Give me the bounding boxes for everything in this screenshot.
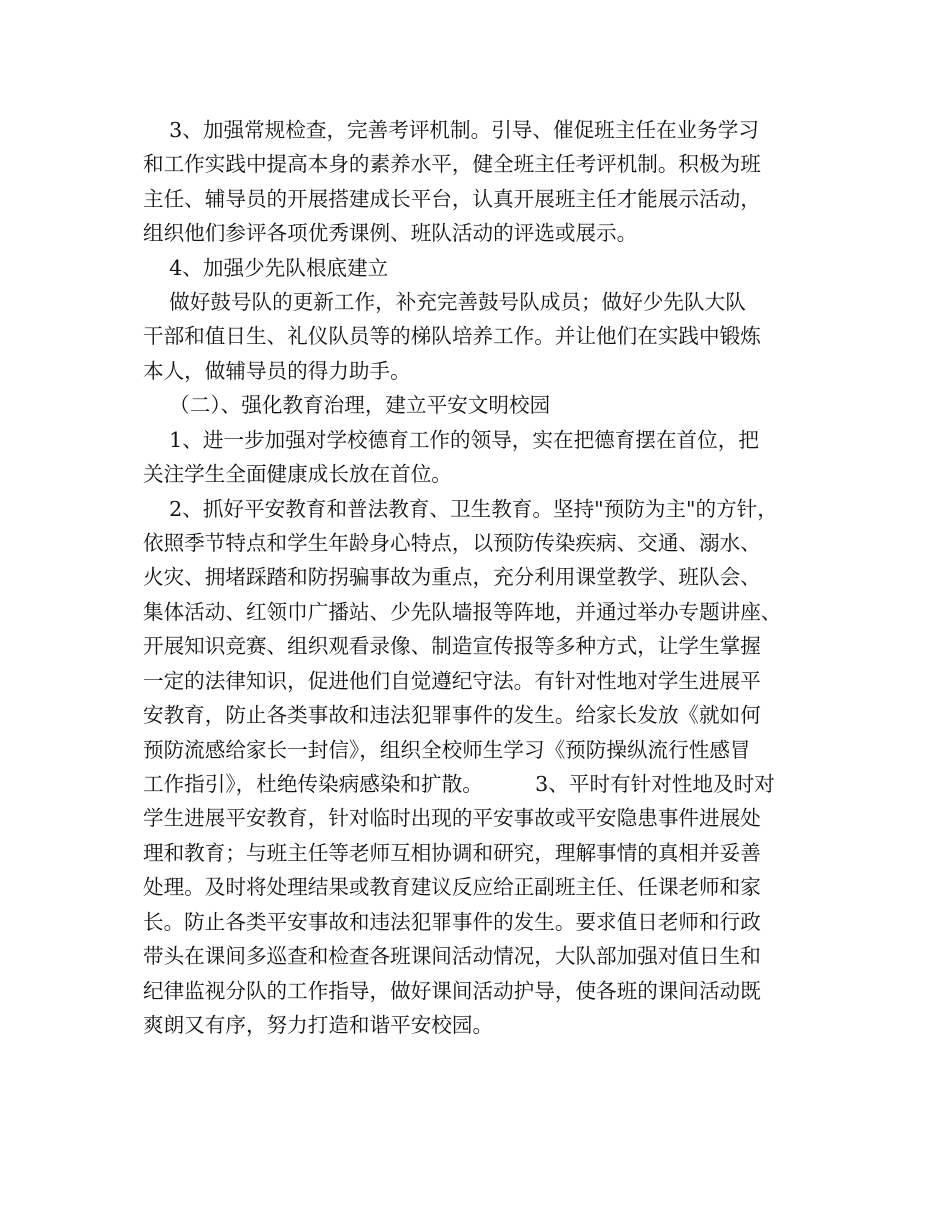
text-line: 关注学生全面健康成长放在首位。 [143,462,452,486]
text-line: 火灾、拥堵踩踏和防拐骗事故为重点，充分利用课堂教学、班队会、 [143,565,761,589]
text-line: 长。防止各类平安事故和违法犯罪事件的发生。要求值日老师和行政 [143,910,761,934]
text-line: 本人，做辅导员的得力助手。 [143,359,411,383]
text-line: 一定的法律知识，促进他们自觉遵纪守法。有针对性地对学生进展平 [143,669,761,693]
section-heading: （二）、强化教育治理，建立平安文明校园 [143,393,551,417]
text-line: 和工作实践中提高本身的素养水平，健全班主任考评机制。积极为班 [143,152,761,176]
text-line: 做好鼓号队的更新工作，补充完善鼓号队成员；做好少先队大队 [143,290,746,314]
text-line: 理和教育；与班主任等老师互相协调和研究，理解事情的真相并妥善 [143,841,761,865]
text-line: 集体活动、红领巾广播站、少先队墙报等阵地，并通过举办专题讲座、 [143,600,782,624]
text-line: 预防流感给家长一封信》，组织全校师生学习《预防操纵流行性感冒 [143,738,751,762]
text-line: 工作指引》，杜绝传染病感染和扩散。 3、平时有针对性地及时对 [143,772,775,796]
text-line: 纪律监视分队的工作指导，做好课间活动护导，使各班的课间活动既 [143,979,761,1003]
text-line: 开展知识竞赛、组织观看录像、制造宣传报等多种方式，让学生掌握 [143,634,761,658]
section-heading: 4、加强少先队根底建立 [143,256,389,280]
text-line: 带头在课间多巡查和检查各班课间活动情况，大队部加强对值日生和 [143,944,761,968]
text-line: 组织他们参评各项优秀课例、班队活动的评选或展示。 [143,221,638,245]
text-line: 1、进一步加强对学校德育工作的领导，实在把德育摆在首位，把 [143,428,759,452]
text-line: 干部和值日生、礼仪队员等的梯队培养工作。并让他们在实践中锻炼 [143,324,761,348]
text-line: 学生进展平安教育，针对临时出现的平安事故或平安隐患事件进展处 [143,806,761,830]
text-line: 主任、辅导员的开展搭建成长平台，认真开展班主任才能展示活动， [143,187,761,211]
text-line: 处理。及时将处理结果或教育建议反应给正副班主任、任课老师和家 [143,875,761,899]
text-line: 安教育，防止各类事故和违法犯罪事件的发生。给家长发放《就如何 [143,703,761,727]
text-line: 3、加强常规检查，完善考评机制。引导、催促班主任在业务学习 [143,118,759,142]
text-line: 2、抓好平安教育和普法教育、卫生教育。坚持"预防为主"的方针， [143,497,778,521]
text-line: 爽朗又有序，努力打造和谐平安校园。 [143,1013,494,1037]
text-line: 依照季节特点和学生年龄身心特点，以预防传染疾病、交通、溺水、 [143,531,761,555]
